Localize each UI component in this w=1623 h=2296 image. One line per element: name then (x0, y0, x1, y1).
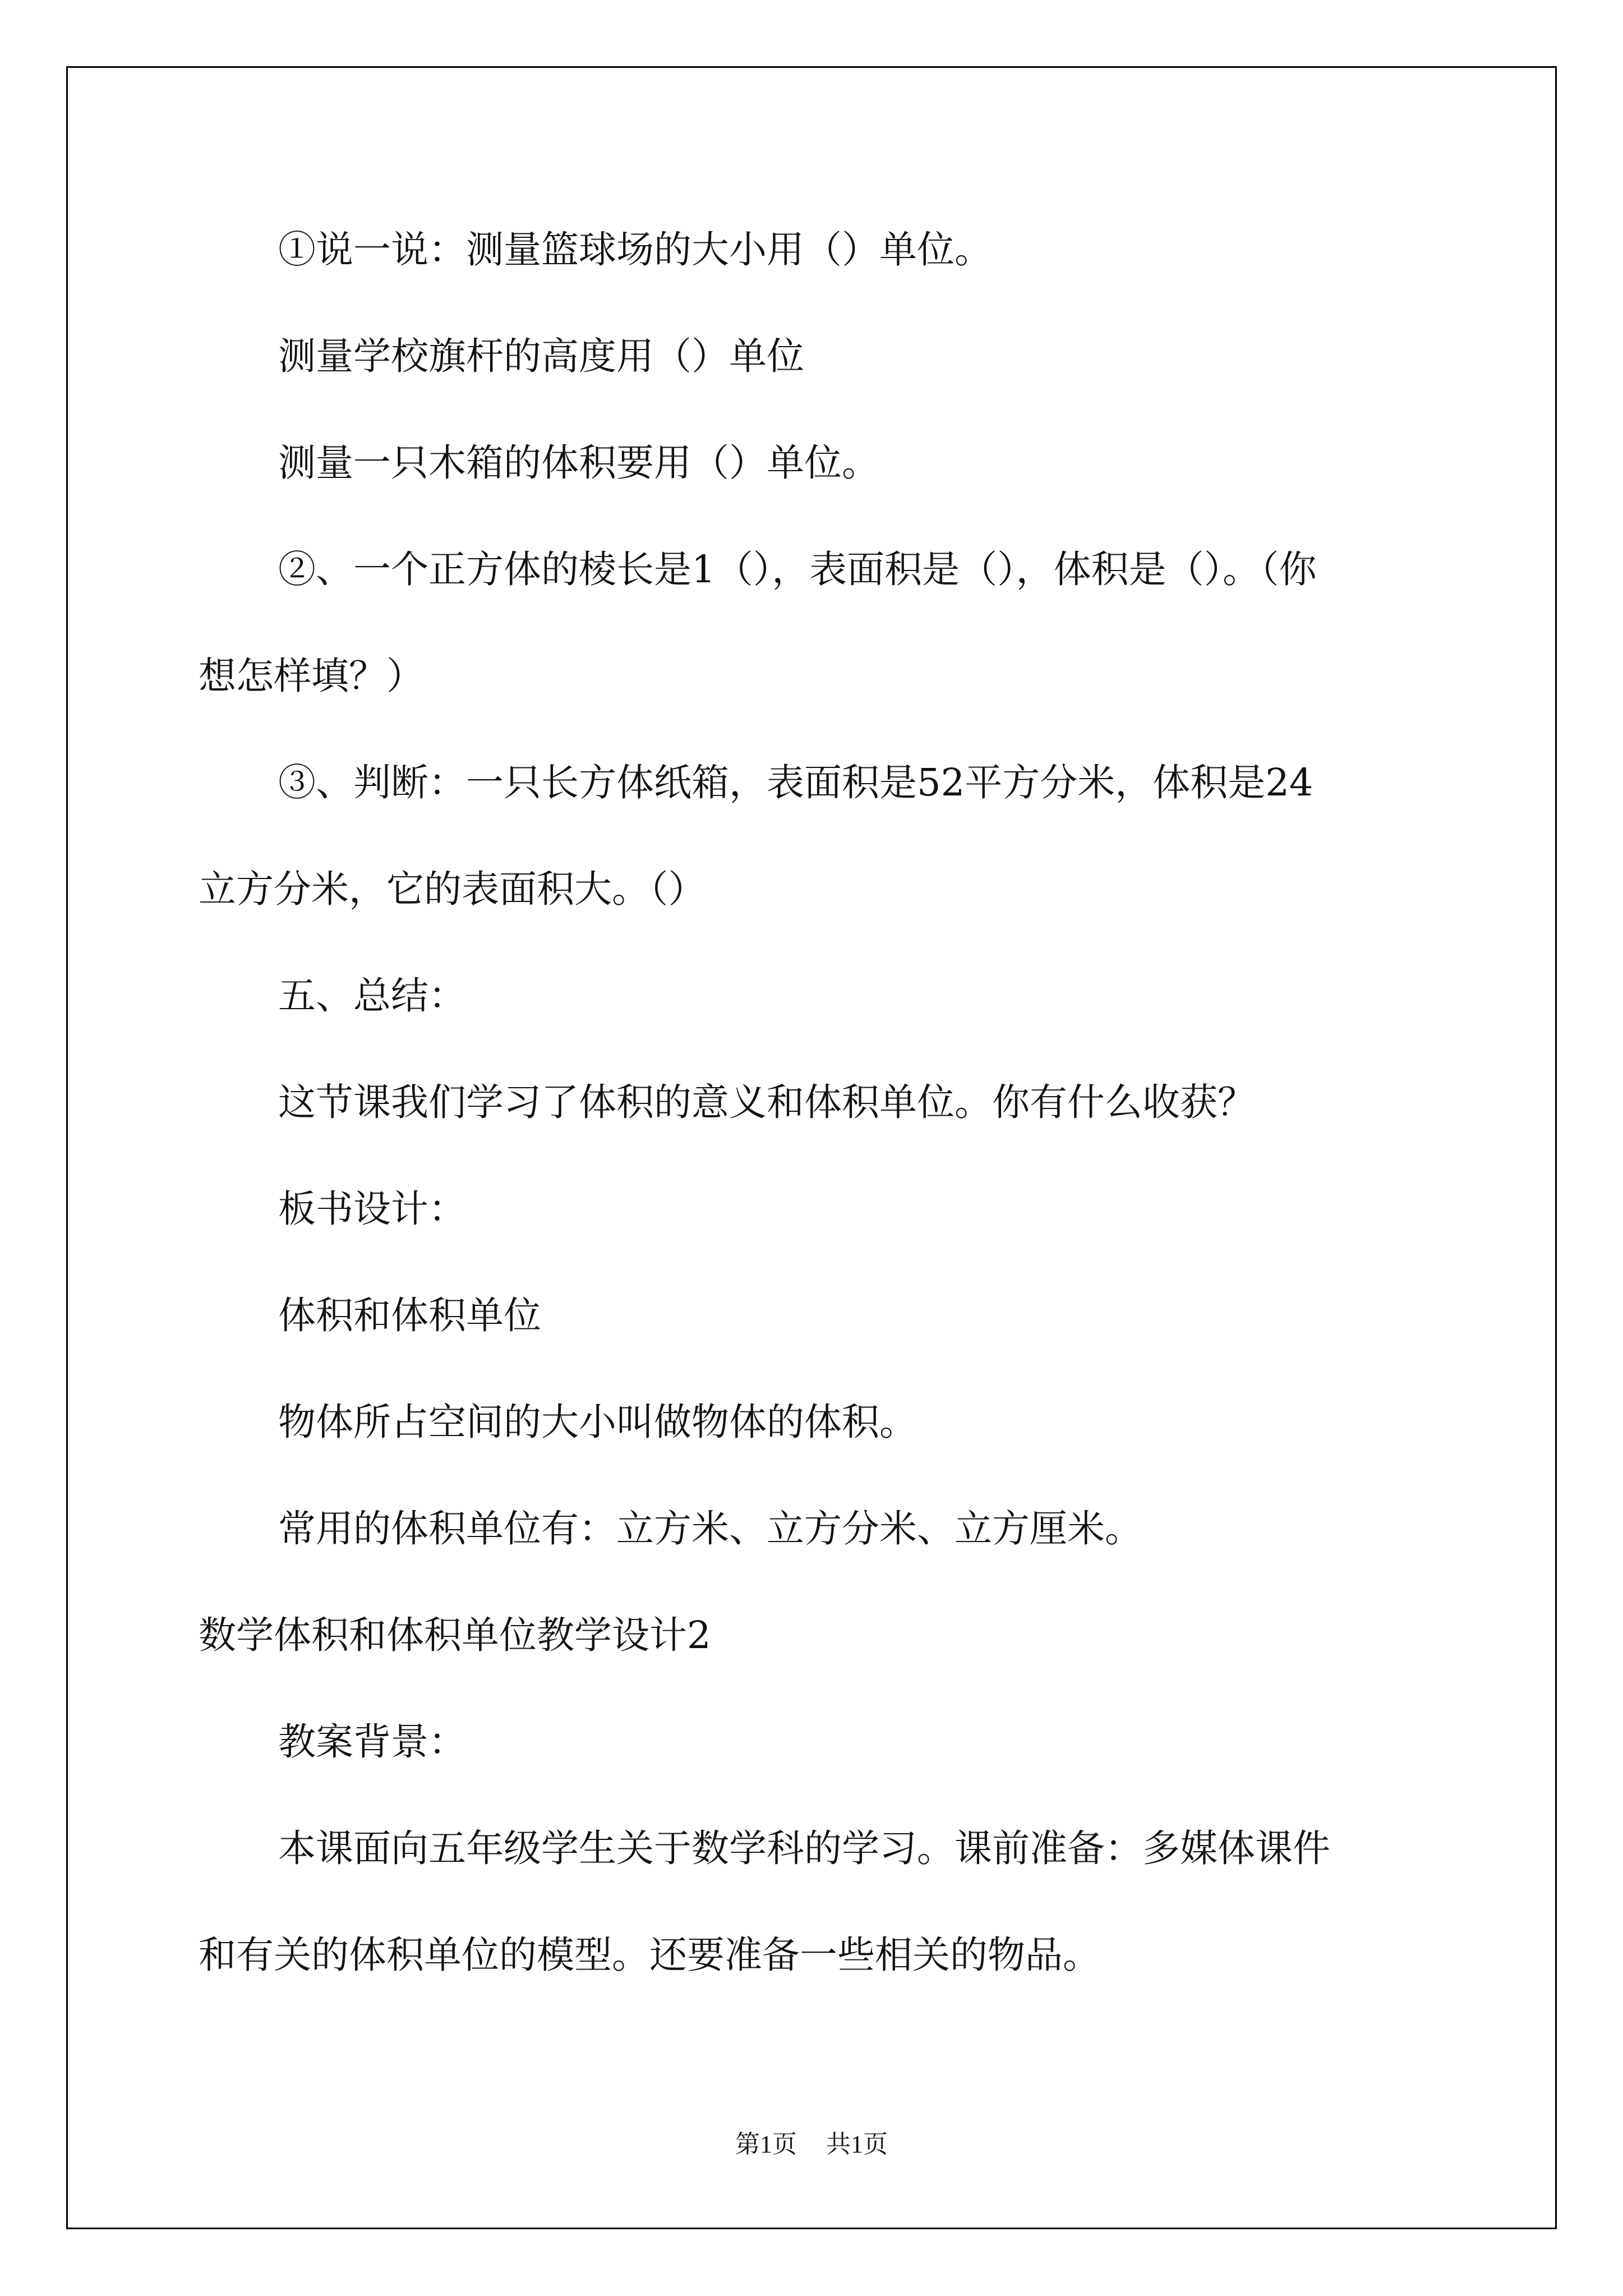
page-footer (0, 2124, 1623, 2160)
text-line-11: 体积和体积单位 (278, 1294, 541, 1337)
text-line-13: 常用的体积单位有：立方米、立方分米、立方厘米。 (278, 1507, 1142, 1550)
document-subtitle: 数学体积和体积单位教学设计2 (199, 1613, 711, 1657)
text-line-5: 想怎样填？） (199, 654, 424, 698)
page-border (66, 66, 1557, 2229)
text-line-9: 这节课我们学习了体积的意义和体积单位。你有什么收获？ (278, 1080, 1255, 1124)
text-line-4: ②、一个正方体的棱长是1（），表面积是（），体积是（）。（你 (278, 547, 1317, 591)
page-total: 共1页 (826, 2131, 888, 2158)
text-line-2: 测量学校旗杆的高度用（）单位 (278, 334, 804, 378)
text-line-7: 立方分米，它的表面积大。（） (199, 867, 706, 911)
page-number: 第1页 (735, 2131, 797, 2158)
text-line-16: 本课面向五年级学生关于数学科的学习。课前准备：多媒体课件 (278, 1826, 1330, 1870)
text-line-17: 和有关的体积单位的模型。还要准备一些相关的物品。 (199, 1933, 1100, 1977)
section-heading-board-design: 板书设计： (278, 1187, 466, 1231)
text-line-12: 物体所占空间的大小叫做物体的体积。 (278, 1400, 917, 1444)
text-line-3: 测量一只木箱的体积要用（）单位。 (278, 441, 879, 485)
text-line-6: ③、判断：一只长方体纸箱，表面积是52平方分米，体积是24 (278, 761, 1313, 804)
section-heading-background: 教案背景： (278, 1720, 466, 1764)
section-heading-summary: 五、总结： (278, 974, 466, 1018)
text-line-1: ①说一说：测量篮球场的大小用（）单位。 (278, 228, 992, 272)
